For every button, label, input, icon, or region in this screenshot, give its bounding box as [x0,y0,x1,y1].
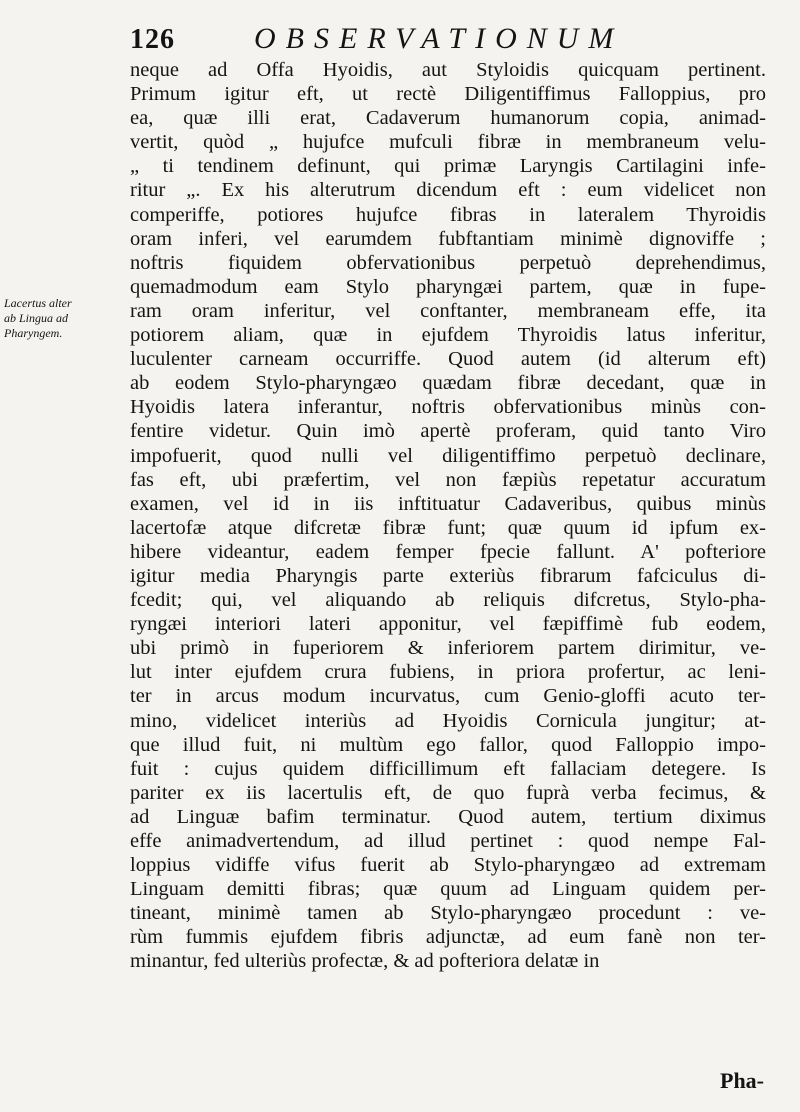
text-line: luculenter carneam occurriffe. Quod autem (id alterum eft) [130,348,766,371]
text-line: Hyoidis latera inferantur, noftris obfervationibus minùs con- [130,396,766,419]
text-line: igitur media Pharyngis parte exteriùs fibrarum fafciculus di- [130,564,766,587]
text-line: effe animadvertendum, ad illud pertinet : quod nempe Fal- [130,830,766,852]
text-line: examen, vel id in iis inftituatur Cadaveribus, quibus minùs [130,492,766,515]
text-line: rùm fummis ejufdem fibris adjunctæ, ad eum fanè non ter- [130,926,766,949]
text-line: fas eft, ubi præfertim, vel non fæpiùs repetatur accuratum [130,468,766,491]
text-line: ryngæi interiori lateri apponitur, vel fæpiffimè fub eodem, [130,613,766,636]
text-line: minantur, fed ulteriùs profectæ, & ad pofteriora delatæ in [130,950,600,973]
text-line: ea, quæ illi erat, Cadaverum humanorum copia, animad- [130,107,766,130]
text-line: neque ad Offa Hyoidis, aut Styloidis quicquam pertinent. [130,59,766,81]
text-line: quemadmodum eam Stylo pharyngæi partem, quæ in fupe- [130,275,766,298]
text-line: tineant, minimè tamen ab Stylo-pharyngæo procedunt : ve- [130,902,766,925]
text-line: impofuerit, quod nulli vel diligentiffimo perpetuò declinare, [130,444,766,467]
marginal-note [4,296,124,341]
text-line: fcedit; qui, vel aliquando ab reliquis difcretus, Stylo-pha- [130,589,766,612]
text-line: ter in arcus modum incurvatus, cum Genio-gloffi acuto ter- [130,685,766,708]
text-line: ritur „. Ex his alterutrum dicendum eft : eum videlicet non [130,179,766,202]
text-line: potiorem aliam, quæ in ejufdem Thyroidis latus inferitur, [130,324,766,347]
page-header [130,18,770,58]
marginal-note-line: Pharyngem. [4,326,63,340]
running-title: OBSERVATIONUM [254,22,624,55]
text-line: lacertofæ atque difcretæ fibræ funt; quæ quum id ipfum ex- [130,516,766,539]
text-line: ram oram inferitur, vel conftanter, membraneam effe, ita [130,299,766,322]
body-text [130,58,766,974]
text-line: „ ti tendinem definunt, qui primæ Laryngis Cartilagini infe- [130,155,766,178]
marginal-note-line: ab Lingua ad [4,311,69,325]
text-line: oram inferi, vel earumdem fubftantiam minimè dignoviffe ; [130,227,766,250]
text-line: mino, videlicet interiùs ad Hyoidis Cornicula jungitur; at- [130,709,766,732]
text-line: noftris fiquidem obfervationibus perpetuò deprehendimus, [130,251,766,274]
text-line: pariter ex iis lacertulis eft, de quo fuprà verba fecimus, & [130,781,766,804]
text-line: comperiffe, potiores hujufce fibras in lateralem Thyroidis [130,203,766,226]
text-line: ubi primò in fuperiorem & inferiorem partem dirimitur, ve- [130,637,766,660]
text-line: que illud fuit, ni multùm ego fallor, quod Falloppio impo- [130,733,766,756]
text-line: ad Linguæ bafim terminatur. Quod autem, tertium diximus [130,805,766,828]
marginal-note-line: Lacertus alter [4,296,72,310]
text-line: hibere videantur, eadem femper fpecie fallunt. A' pofteriore [130,540,766,563]
text-line: lut inter ejufdem crura fubiens, in priora profertur, ac leni- [130,661,766,684]
text-line: Primum igitur eft, ut rectè Diligentiffimus Falloppius, pro [130,83,766,106]
text-line: fuit : cujus quidem difficillimum eft fallaciam detegere. Is [130,757,766,780]
text-line: Linguam demitti fibras; quæ quum ad Linguam quidem per- [130,878,766,901]
page-number: 126 [130,24,175,55]
text-line: fentire videtur. Quin imò apertè proferam, quid tanto Viro [130,420,766,443]
catchword: Pha- [720,1068,764,1093]
text-line: ab eodem Stylo-pharyngæo quædam fibræ decedant, quæ in [130,372,766,395]
text-line: vertit, quòd „ hujufce mufculi fibræ in membraneum velu- [130,131,766,154]
text-line: loppius vidiffe vifus fuerit ab Stylo-pharyngæo ad extremam [130,854,766,877]
